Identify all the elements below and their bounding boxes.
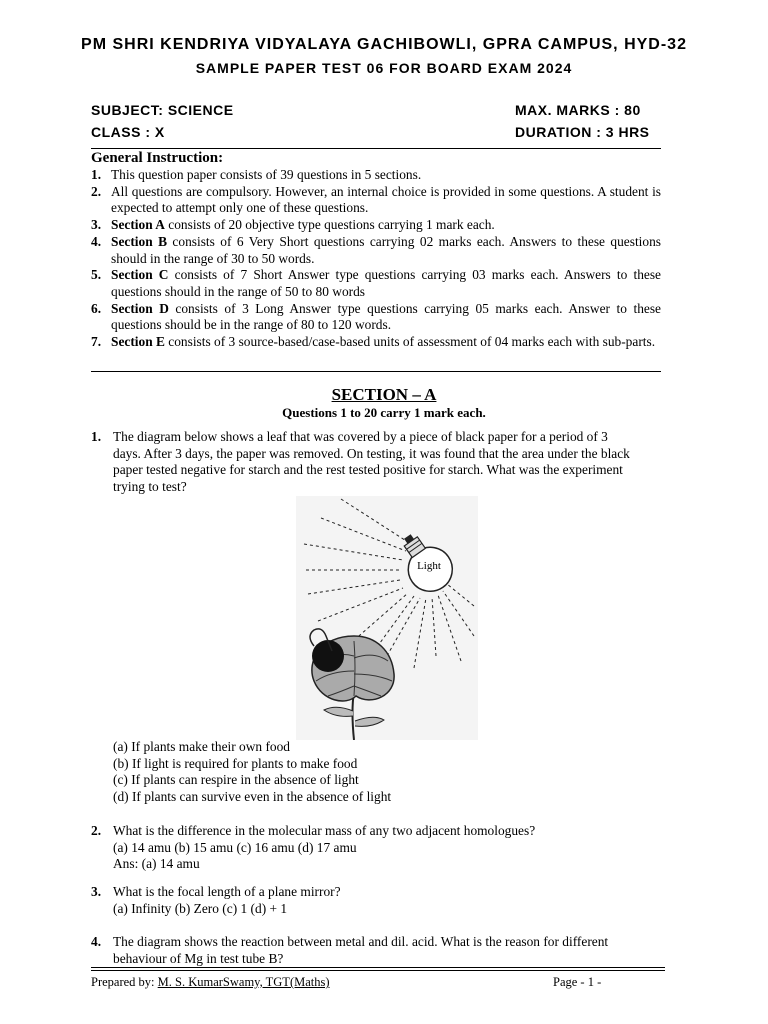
footer-divider [91,970,665,971]
leaf-experiment-figure [296,496,478,740]
question-3 [91,884,661,917]
subject-label: SUBJECT: SCIENCE [91,102,234,118]
light-label: Light [417,560,441,572]
header-divider [91,148,661,149]
instruction-item: 7. Section E consists of 3 source-based/case-based units of assessment of 04 marks each with sub-parts. [91,334,656,350]
max-marks-label: MAX. MARKS : 80 [515,102,641,118]
question-4 [91,934,661,967]
instruction-item: 4. Section B consists of 6 Very Short questions carrying 02 marks each. Answers to these questions should in the range of 30 to 50 words. [91,233,662,266]
question-text: The diagram below shows a leaf that was covered by a piece of black paper for a period of 3 days. After 3 days, the paper was removed. On testing, it was found that the area under the black paper tested negative for starch and the rest tested positive for starch. What was the experiment trying to test? [113,429,630,495]
instruction-item: 5. Section C consists of 7 Short Answer type questions carrying 03 marks each. Answers to these questions should in the range of 50 to 80 words [91,267,661,299]
question-answer: Ans: (a) 14 amu [113,856,200,872]
class-label: CLASS : X [91,124,165,140]
instructions-title: General Instruction: [91,150,224,166]
question-number: 1. [91,429,102,444]
instructions-divider [91,371,661,372]
instruction-item: 1. This question paper consists of 39 questions in 5 sections. [91,167,422,182]
instruction-item: 6. Section D consists of 3 Long Answer type questions carrying 05 marks each. Answer to these questions should be in the range of 80 to 120 words. [91,300,661,333]
question-options: (a) Infinity (b) Zero (c) 1 (d) + 1 [113,900,288,916]
option-a: (a) If plants make their own food [113,739,290,754]
question-2 [91,823,661,873]
question-number: 3. [91,884,102,899]
option-b: (b) If light is required for plants to make food [113,755,358,771]
question-1 [91,429,661,496]
question-text: The diagram shows the reaction between metal and dil. acid. What is the reason for different behaviour of Mg in test tube B? [113,934,609,966]
question-options: (a) 14 amu (b) 15 amu (c) 16 amu (d) 17 amu [113,839,357,855]
option-d: (d) If plants can survive even in the absence of light [113,789,392,805]
prepared-by: Prepared by: M. S. KumarSwamy, TGT(Maths) [91,975,330,989]
question-number: 4. [91,934,102,949]
option-c: (c) If plants can respire in the absence of light [113,772,359,788]
question-number: 2. [91,823,102,838]
instructions-list [91,167,661,351]
footer-divider [91,967,665,968]
author-name: M. S. KumarSwamy, TGT(Maths) [157,975,330,989]
question-text: What is the focal length of a plane mirror? [113,884,341,899]
question-text: What is the difference in the molecular mass of any two adjacent homologues? [113,823,536,838]
page-number: Page - 1 - [553,975,602,989]
section-subtitle: Questions 1 to 20 carry 1 mark each. [282,405,486,420]
school-name: PM SHRI KENDRIYA VIDYALAYA GACHIBOWLI, GPRA CAMPUS, HYD-32 [81,36,687,53]
section-title: SECTION – A [331,385,437,404]
paper-title: SAMPLE PAPER TEST 06 FOR BOARD EXAM 2024 [195,60,573,76]
instruction-item: 3. Section A consists of 20 objective type questions carrying 1 mark each. [91,217,495,233]
instruction-item: 2. All questions are compulsory. However, an internal choice is provided in some questions. A student is expected to attempt only one of these questions. [91,183,661,216]
question-1-options [113,739,391,806]
duration-label: DURATION : 3 HRS [515,124,650,140]
